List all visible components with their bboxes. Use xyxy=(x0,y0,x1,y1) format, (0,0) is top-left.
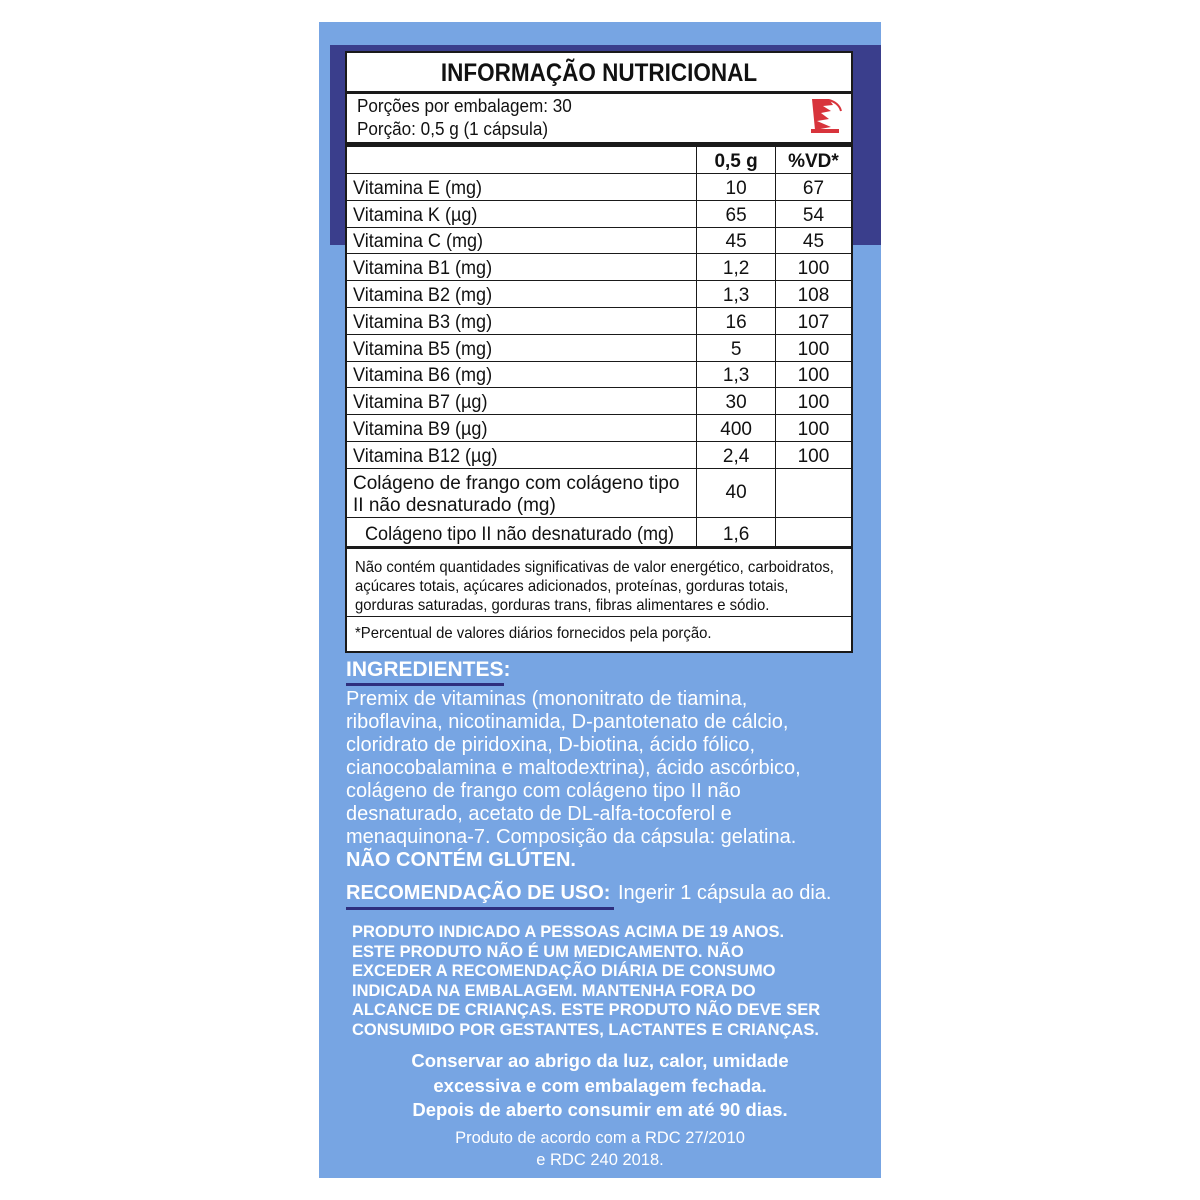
nutrient-dv: 108 xyxy=(775,281,851,308)
nutrient-dv: 100 xyxy=(775,254,851,281)
nutrient-row xyxy=(347,307,851,334)
ingredients-line: cianocobalamina e maltodextrina), ácido ascórbico, xyxy=(346,757,801,779)
nutrient-amount: 400 xyxy=(697,415,776,442)
nutrient-row xyxy=(347,254,851,281)
nutrient-amount: 45 xyxy=(697,227,776,254)
nutrient-name-text: Vitamina B6 (mg) xyxy=(353,365,493,387)
nutrient-row xyxy=(347,227,851,254)
tinta-ecologica-icon xyxy=(809,97,843,135)
nutrient-name xyxy=(347,388,697,415)
nutrient-row xyxy=(347,361,851,388)
storage-line: Conservar ao abrigo da luz, calor, umidade xyxy=(411,1050,789,1071)
nutrient-name-text: Vitamina B5 (mg) xyxy=(353,338,493,360)
ingredients-line: riboflavina, nicotinamida, D-pantotenato de cálcio, xyxy=(346,711,789,733)
header-dv: %VD* xyxy=(775,147,851,174)
nutrient-amount: 5 xyxy=(697,334,776,361)
nutrition-footnote: *Percentual de valores diários fornecidos pela porção. xyxy=(355,625,712,642)
ingredients-line: desnaturado, acetato de DL-alfa-tocoferol e xyxy=(346,803,732,825)
warning-line: EXCEDER A RECOMENDAÇÃO DIÁRIA DE CONSUMO xyxy=(352,962,776,981)
usage-heading: RECOMENDAÇÃO DE USO: xyxy=(346,882,611,904)
ingredients-line: colágeno de frango com colágeno tipo II não xyxy=(346,780,741,802)
nutrient-row xyxy=(347,281,851,308)
ingredients-heading: INGREDIENTES: xyxy=(346,658,511,681)
nutrient-row xyxy=(347,415,851,442)
ingredients-line: menaquinona-7. Composição da cápsula: gelatina. xyxy=(346,826,797,848)
nutrient-name-text: Vitamina B3 (mg) xyxy=(353,311,493,333)
nutrient-row xyxy=(347,388,851,415)
nutrient-amount: 16 xyxy=(697,307,776,334)
nutrient-row xyxy=(347,334,851,361)
note-line: Não contém quantidades significativas de valor energético, carboidratos, xyxy=(355,559,834,576)
warning-line: PRODUTO INDICADO A PESSOAS ACIMA DE 19 ANOS. xyxy=(352,923,785,941)
nutrient-name-text: Vitamina B9 (µg) xyxy=(353,418,488,440)
header-amount: 0,5 g xyxy=(697,147,776,174)
nutrient-name xyxy=(347,334,697,361)
nutrient-amount: 1,2 xyxy=(697,254,776,281)
nutrient-dv: 100 xyxy=(775,388,851,415)
nutrient-row xyxy=(347,517,851,547)
nutrient-name xyxy=(347,200,697,227)
ingredients-line: cloridrato de piridoxina, D-biotina, ácido fólico, xyxy=(346,734,756,756)
nutrient-dv xyxy=(775,468,851,517)
rdc-line: Produto de acordo com a RDC 27/2010 xyxy=(455,1129,745,1147)
nutrient-amount: 65 xyxy=(697,200,776,227)
warning-text xyxy=(352,923,872,1041)
nutrient-name-text: Vitamina E (mg) xyxy=(353,177,483,199)
nutrition-title: INFORMAÇÃO NUTRICIONAL xyxy=(440,59,758,87)
nutrient-dv: 107 xyxy=(775,307,851,334)
note-line: gorduras saturadas, gorduras trans, fibras alimentares e sódio. xyxy=(355,597,770,614)
note-line: açúcares totais, açúcares adicionados, proteínas, gorduras totais, xyxy=(355,578,789,595)
nutrient-amount: 1,3 xyxy=(697,281,776,308)
serving-info xyxy=(357,95,583,141)
divider xyxy=(347,616,851,617)
regulation-note xyxy=(345,1127,855,1171)
nutrient-dv xyxy=(775,517,851,547)
warning-line: INDICADA NA EMBALAGEM. MANTENHA FORA DO xyxy=(352,981,756,1000)
nutrient-name xyxy=(347,415,697,442)
nutrient-amount: 10 xyxy=(697,174,776,201)
serving-size: Porção: 0,5 g (1 cápsula) xyxy=(357,119,549,139)
nutrient-dv: 100 xyxy=(775,361,851,388)
nutrients-table xyxy=(347,146,851,549)
nutrient-name xyxy=(347,227,697,254)
warning-line: ESTE PRODUTO NÃO É UM MEDICAMENTO. NÃO xyxy=(352,942,744,961)
nutrient-name-text: Vitamina B2 (mg) xyxy=(353,284,493,306)
warning-line: CONSUMIDO POR GESTANTES, LACTANTES E CRIANÇAS. xyxy=(352,1020,819,1039)
nutrient-name-text: Colágeno tipo II não desnaturado (mg) xyxy=(365,523,675,545)
heading-underline xyxy=(346,907,614,910)
nutrient-dv: 100 xyxy=(775,334,851,361)
nutrient-dv: 100 xyxy=(775,441,851,468)
nutrient-dv: 54 xyxy=(775,200,851,227)
ingredients-line: Premix de vitaminas (mononitrato de tiamina, xyxy=(346,688,748,710)
nutrition-facts-table xyxy=(345,51,853,653)
usage-text: Ingerir 1 cápsula ao dia. xyxy=(618,882,832,904)
header-blank xyxy=(347,147,697,174)
rdc-line: e RDC 240 2018. xyxy=(536,1151,664,1169)
storage-line: excessiva e com embalagem fechada. xyxy=(433,1074,767,1096)
nutrient-name xyxy=(347,174,697,201)
nutrient-name xyxy=(347,517,697,547)
nutrient-name-text: Vitamina B1 (mg) xyxy=(353,258,493,280)
nutrient-row xyxy=(347,174,851,201)
nutrient-amount: 1,3 xyxy=(697,361,776,388)
heading-underline xyxy=(346,683,504,686)
nutrient-name: Colágeno de frango com colágeno tipo II não desnaturado (mg) xyxy=(347,468,697,517)
nutrient-row xyxy=(347,200,851,227)
nutrient-dv: 67 xyxy=(775,174,851,201)
storage-instructions xyxy=(345,1049,855,1123)
table-header-row xyxy=(347,147,851,174)
nutrient-row xyxy=(347,468,851,517)
nutrient-name-text: Vitamina B12 (µg) xyxy=(353,445,498,467)
warning-line: ALCANCE DE CRIANÇAS. ESTE PRODUTO NÃO DEVE SER xyxy=(352,1001,821,1020)
nutrient-dv: 45 xyxy=(775,227,851,254)
nutrient-name xyxy=(347,254,697,281)
divider xyxy=(347,91,851,94)
nutrient-amount: 30 xyxy=(697,388,776,415)
nutrient-name-text: Vitamina B7 (µg) xyxy=(353,392,488,414)
nutrient-name xyxy=(347,361,697,388)
nutrient-row xyxy=(347,441,851,468)
nutrient-dv: 100 xyxy=(775,415,851,442)
nutrient-amount: 1,6 xyxy=(697,517,776,547)
storage-line: Depois de aberto consumir em até 90 dias. xyxy=(412,1099,788,1120)
nutrition-note xyxy=(355,558,850,615)
nutrient-name-text: Vitamina C (mg) xyxy=(353,231,484,253)
nutrient-name xyxy=(347,307,697,334)
gluten-statement: NÃO CONTÉM GLÚTEN. xyxy=(346,849,576,871)
nutrient-amount: 2,4 xyxy=(697,441,776,468)
nutrient-name xyxy=(347,281,697,308)
ingredients-text xyxy=(346,688,866,872)
nutrient-amount: 40 xyxy=(697,468,776,517)
nutrient-name xyxy=(347,441,697,468)
nutrient-name-text: Vitamina K (µg) xyxy=(353,204,478,226)
servings-per-pack: Porções por embalagem: 30 xyxy=(357,96,572,116)
